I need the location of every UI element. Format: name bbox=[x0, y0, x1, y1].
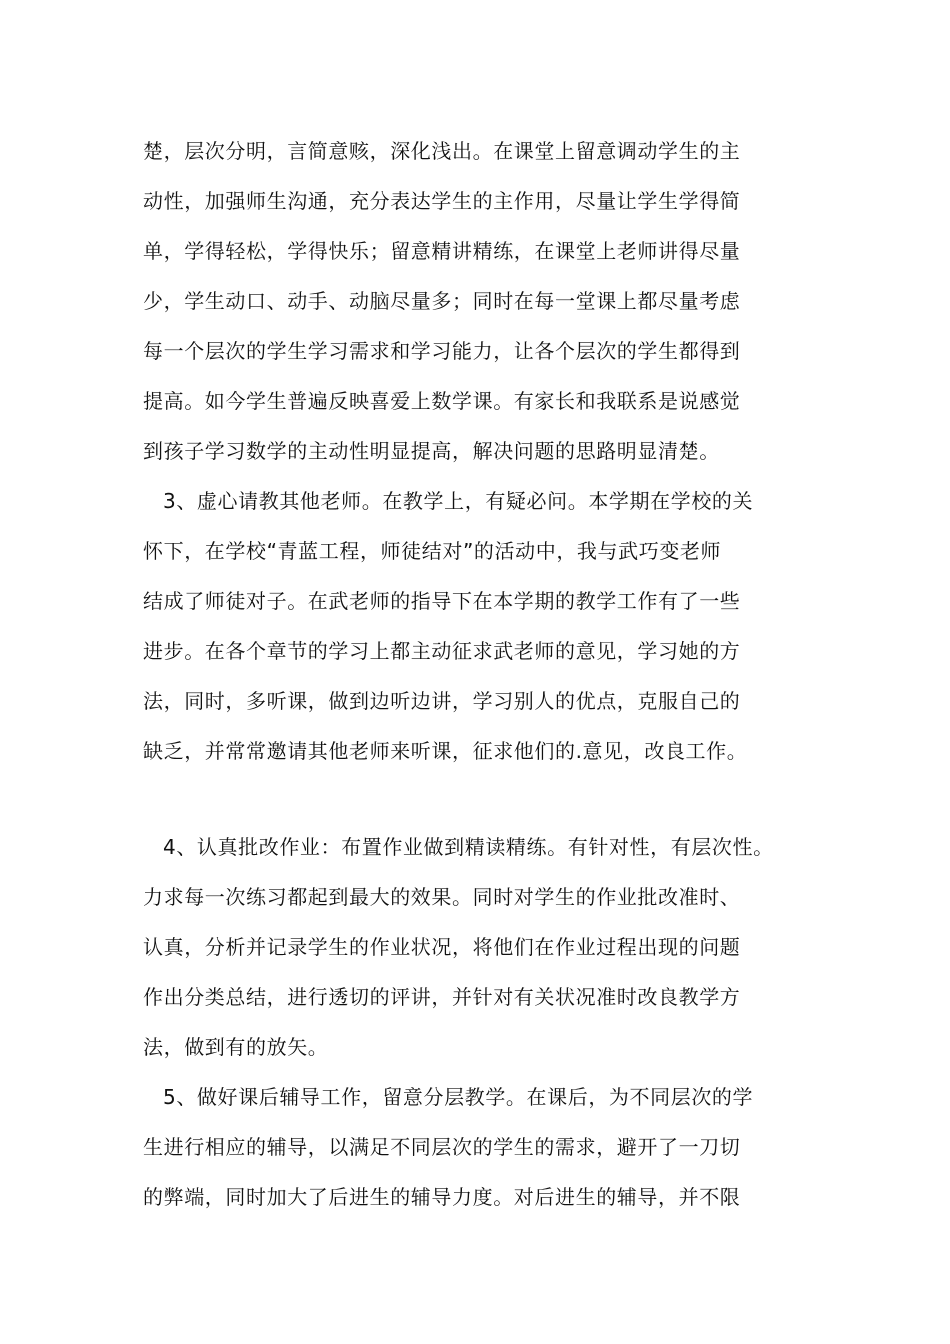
text-line: 进步。在各个章节的学习上都主动征求武老师的意见，学习她的方 bbox=[143, 639, 741, 663]
text-line: 的弊端，同时加大了后进生的辅导力度。对后进生的辅导，并不限 bbox=[143, 1185, 741, 1209]
text-line: 生进行相应的辅导，以满足不同层次的学生的需求，避开了一刀切 bbox=[143, 1135, 741, 1159]
text-line: 怀下，在学校“青蓝工程，师徒结对”的活动中，我与武巧变老师 bbox=[143, 539, 722, 563]
paragraph-3-start: 3、虚心请教其他老师。在教学上，有疑必问。本学期在学校的关 bbox=[163, 489, 754, 513]
text-line: 动性，加强师生沟通，充分表达学生的主作用，尽量让学生学得简 bbox=[143, 189, 741, 213]
text-line: 结成了师徒对子。在武老师的指导下在本学期的教学工作有了一些 bbox=[143, 589, 741, 613]
text-line: 楚，层次分明，言简意赅，深化浅出。在课堂上留意调动学生的主 bbox=[143, 139, 741, 163]
text-line: 提高。如今学生普遍反映喜爱上数学课。有家长和我联系是说感觉 bbox=[143, 389, 741, 413]
text-line: 每一个层次的学生学习需求和学习能力，让各个层次的学生都得到 bbox=[143, 339, 741, 363]
text-line: 单，学得轻松，学得快乐；留意精讲精练，在课堂上老师讲得尽量 bbox=[143, 239, 741, 263]
text-line: 认真，分析并记录学生的作业状况，将他们在作业过程出现的问题 bbox=[143, 935, 741, 959]
text-line: 缺乏，并常常邀请其他老师来听课，征求他们的.意见，改良工作。 bbox=[143, 739, 748, 763]
paragraph-4-start: 4、认真批改作业：布置作业做到精读精练。有针对性，有层次性。 bbox=[163, 835, 774, 859]
text-line: 法，做到有的放矢。 bbox=[143, 1035, 329, 1059]
text-line: 法，同时，多听课，做到边听边讲，学习别人的优点，克服自己的 bbox=[143, 689, 741, 713]
paragraph-5-start: 5、做好课后辅导工作，留意分层教学。在课后，为不同层次的学 bbox=[163, 1085, 754, 1109]
text-line: 力求每一次练习都起到最大的效果。同时对学生的作业批改准时、 bbox=[143, 885, 741, 909]
text-line: 作出分类总结，进行透切的评讲，并针对有关状况准时改良教学方 bbox=[143, 985, 741, 1009]
text-line: 少，学生动口、动手、动脑尽量多；同时在每一堂课上都尽量考虑 bbox=[143, 289, 741, 313]
text-line: 到孩子学习数学的主动性明显提高，解决问题的思路明显清楚。 bbox=[143, 439, 720, 463]
